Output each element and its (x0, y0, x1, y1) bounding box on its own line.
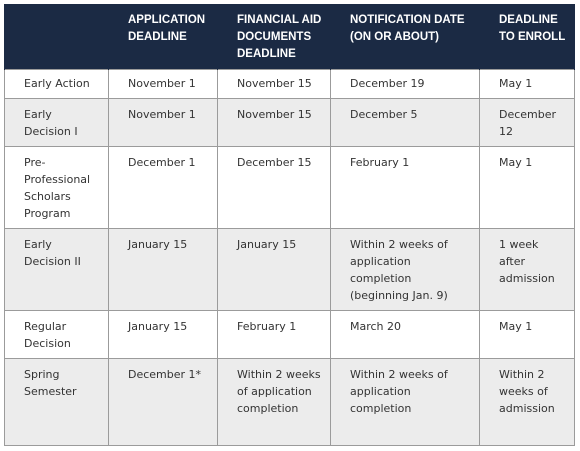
cell-application-deadline: November 1 (109, 99, 218, 147)
admission-deadlines-table (4, 4, 575, 446)
cell-notification-date: Within 2 weeks of application completion (beginning Jan. 9) (331, 229, 480, 311)
cell-application-deadline: January 15 (109, 229, 218, 311)
cell-application-deadline: December 1 (109, 147, 218, 229)
cell-deadline-to-enroll: May 1 (480, 147, 575, 229)
table-header-row (5, 4, 575, 70)
cell-plan: Early Decision II (5, 229, 109, 311)
cell-financial-aid-deadline: February 1 (218, 311, 331, 359)
cell-application-deadline: December 1* (109, 359, 218, 446)
header-application-deadline: APPLICATION DEADLINE (109, 4, 218, 70)
table-row (5, 311, 575, 359)
cell-financial-aid-deadline: January 15 (218, 229, 331, 311)
cell-application-deadline: November 1 (109, 70, 218, 99)
cell-notification-date: March 20 (331, 311, 480, 359)
cell-deadline-to-enroll: May 1 (480, 311, 575, 359)
cell-deadline-to-enroll: December 12 (480, 99, 575, 147)
header-notification-date: NOTIFICATION DATE (ON OR ABOUT) (331, 4, 480, 70)
cell-deadline-to-enroll: 1 week after admission (480, 229, 575, 311)
cell-notification-date: December 5 (331, 99, 480, 147)
cell-deadline-to-enroll: Within 2 weeks of admission (480, 359, 575, 446)
cell-plan: Regular Decision (5, 311, 109, 359)
table-row (5, 359, 575, 446)
admission-deadlines-table-wrapper (4, 4, 575, 446)
header-financial-aid-deadline: FINANCIAL AID DOCUMENTS DEADLINE (218, 4, 331, 70)
table-row (5, 99, 575, 147)
table-row (5, 229, 575, 311)
cell-plan: Spring Semester (5, 359, 109, 446)
cell-financial-aid-deadline: November 15 (218, 70, 331, 99)
cell-notification-date: February 1 (331, 147, 480, 229)
cell-plan: Early Decision I (5, 99, 109, 147)
cell-notification-date: December 19 (331, 70, 480, 99)
table-row (5, 70, 575, 99)
header-plan (5, 4, 109, 70)
cell-plan: Pre-Professional Scholars Program (5, 147, 109, 229)
cell-application-deadline: January 15 (109, 311, 218, 359)
cell-deadline-to-enroll: May 1 (480, 70, 575, 99)
cell-plan: Early Action (5, 70, 109, 99)
cell-notification-date: Within 2 weeks of application completion (331, 359, 480, 446)
table-row (5, 147, 575, 229)
cell-financial-aid-deadline: November 15 (218, 99, 331, 147)
cell-financial-aid-deadline: December 15 (218, 147, 331, 229)
cell-financial-aid-deadline: Within 2 weeks of application completion (218, 359, 331, 446)
header-deadline-to-enroll: DEADLINE TO ENROLL (480, 4, 575, 70)
